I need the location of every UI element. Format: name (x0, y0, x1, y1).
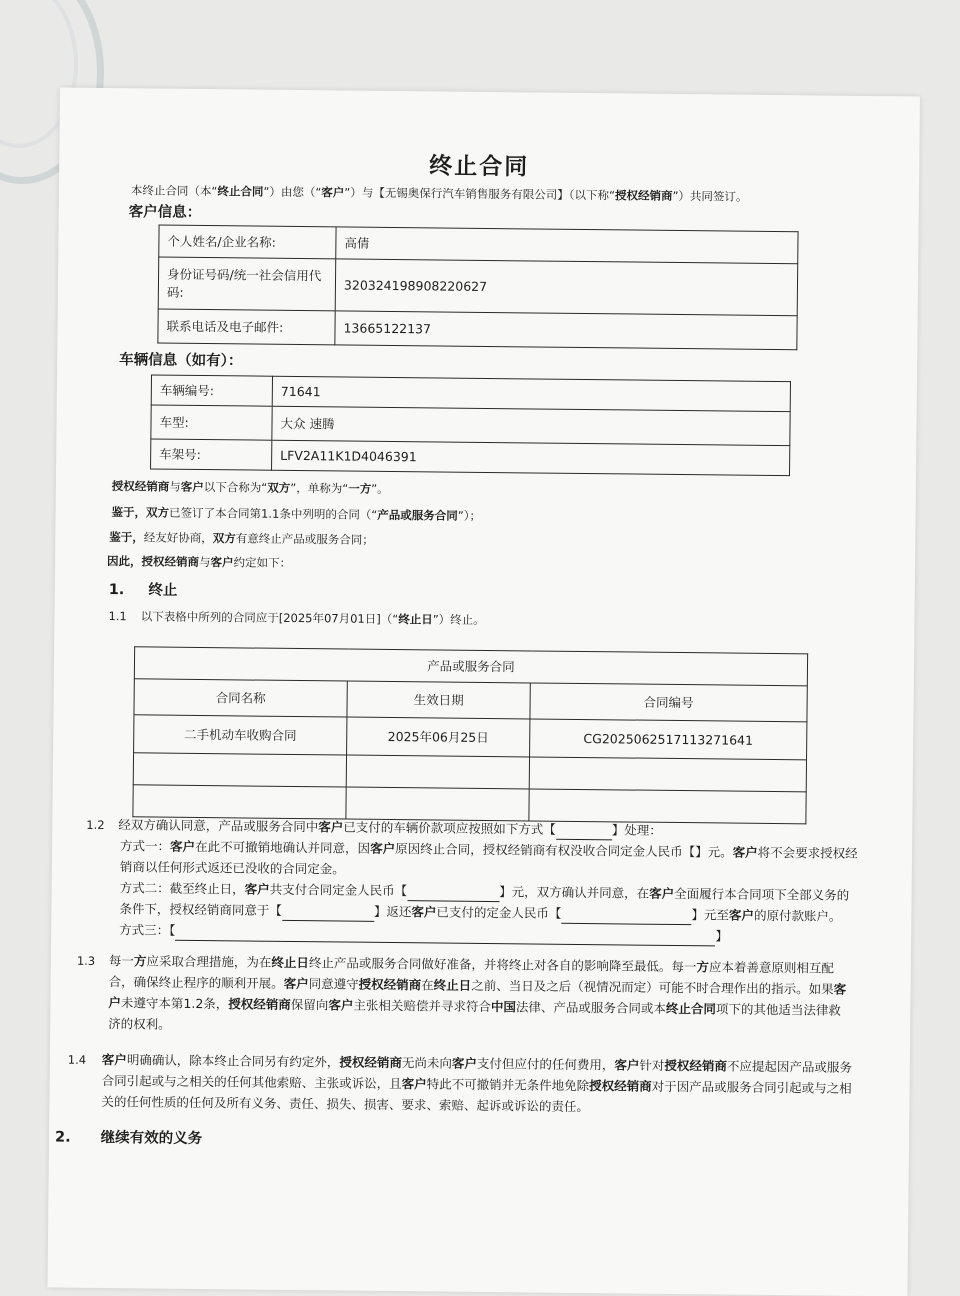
customer-value: 320324198908220627 (335, 259, 798, 316)
intro: 本终止合同（本“终止合同”）由您（“客户”）与【无锡奥保行汽车销售服务有限公司】（以下称“授权经销商”）共同签订。 (130, 183, 748, 204)
method-3: 方式三：【 】 (117, 919, 857, 948)
vehicle-row (151, 439, 790, 476)
header-effective-date: 生效日期 (347, 681, 530, 719)
customer-label: 身份证号码/统一社会信用代码: (158, 257, 336, 311)
method-choice-blank[interactable] (556, 825, 612, 841)
document-page (47, 87, 920, 1296)
method-2: 方式二：截至终止日，客户共支付合同定金人民币【 】元，双方确认并同意，在客户全面履行本合同项下全部义务的条件下，授权经销商同意于【 】返还客户已支付的定金人民币【 】元至客户的原付款账户。 (119, 880, 850, 924)
refund-amount-blank[interactable] (561, 909, 691, 925)
vehicle-value: 71641 (272, 376, 790, 411)
parties-line: 授权经销商与客户以下合称为“双方”，单称为“一方”。 (111, 479, 389, 496)
cell-contract-name: 二手机动车收购合同 (134, 715, 347, 755)
clause-1-2-number: 1.2 (86, 817, 105, 833)
vehicle-table (150, 374, 791, 476)
vehicle-label: 车架号: (151, 439, 272, 470)
contract-table (132, 646, 808, 824)
method-1: 方式一：客户在此不可撤销地确认并同意，因客户原因终止合同，授权经销商有权没收合同定金人民币【】元。客户将不会要求授权经销商以任何形式返还已没收的合同定金。 (119, 838, 858, 877)
vehicle-label: 车辆编号: (151, 375, 272, 406)
clause-1-1: 1.1 以下表格中所列的合同应于[2025年07月01日]（“终止日”）终止。 (108, 609, 485, 627)
whereas-1: 鉴于，双方已签订了本合同第1.1条中列明的合同（“产品或服务合同”）； (111, 505, 482, 523)
section-2-heading: 2. 继续有效的义务 (54, 1129, 203, 1148)
clause-1-3: 每一方应采取合理措施，为在终止日终止产品或服务合同做好准备，并将终止对各自的影响降至最低。每一方应本着善意原则相互配合，确保终止程序的顺利开展。客户同意遵守授权经销商在终止日之前、当日及之后（视情况而定）可能不时合理作出的指示。如果客户未遵守本第1.2条，授权经销商保留向客户主张相关赔偿并寻求符合中国法律、产品或服务合同或本终止合同项下的其他适当法律救济的权利。 (108, 953, 847, 1032)
clause-1-2-intro: 经双方确认同意，产品或服务合同中客户已支付的车辆价款项应按照如下方式【 】处理： (118, 814, 858, 843)
customer-value: 13665122137 (335, 311, 797, 350)
customer-heading: 客户信息： (128, 204, 202, 221)
customer-value: 高倩 (336, 227, 798, 264)
method-3-blank[interactable] (175, 926, 715, 947)
customer-label: 个人姓名/企业名称: (159, 225, 336, 259)
refund-date-blank[interactable] (282, 906, 374, 922)
vehicle-label: 车型: (151, 405, 272, 440)
clause-1-2 (117, 814, 858, 948)
section-1-heading: 1. 终止 (108, 582, 178, 599)
clause-1-4: 客户明确确认，除本终止合同另有约定外，授权经销商无尚未向客户支付但应付的任何费用，客户针对授权经销商不应提起因产品或服务合同引起或与之相关的任何其他索赔、主张或诉讼，且客户特此不可撤销并无条件地免除授权经销商对于因产品或服务合同引起或与之相关的任何性质的任何及所有义务、责任、损失、损害、要求、索赔、起诉或诉讼的责任。 (101, 1051, 853, 1115)
header-contract-number: 合同编号 (530, 683, 807, 722)
doc-title: 终止合同 (429, 153, 530, 181)
whereas-2: 鉴于，经友好协商，双方有意终止产品或服务合同； (109, 530, 374, 547)
vehicle-value: 大众 速腾 (272, 406, 790, 445)
customer-row (158, 309, 797, 350)
cell-effective-date: 2025年06月25日 (347, 717, 530, 757)
therefore-line: 因此，授权经销商与客户约定如下： (106, 554, 292, 570)
customer-table (157, 225, 798, 351)
vehicle-value: LFV2A11K1D4046391 (272, 440, 790, 475)
deposit-total-blank[interactable] (407, 886, 499, 902)
vehicle-heading: 车辆信息（如有）： (119, 352, 243, 370)
clause-1-4-number: 1.4 (67, 1052, 87, 1067)
header-contract-name: 合同名称 (134, 679, 347, 717)
cell-contract-number: CG2025062517113271641 (530, 719, 807, 760)
customer-row (158, 257, 798, 316)
customer-label: 联系电话及电子邮件: (158, 309, 335, 345)
contract-caption: 产品或服务合同 (134, 647, 807, 686)
clause-1-3-number: 1.3 (76, 953, 96, 968)
